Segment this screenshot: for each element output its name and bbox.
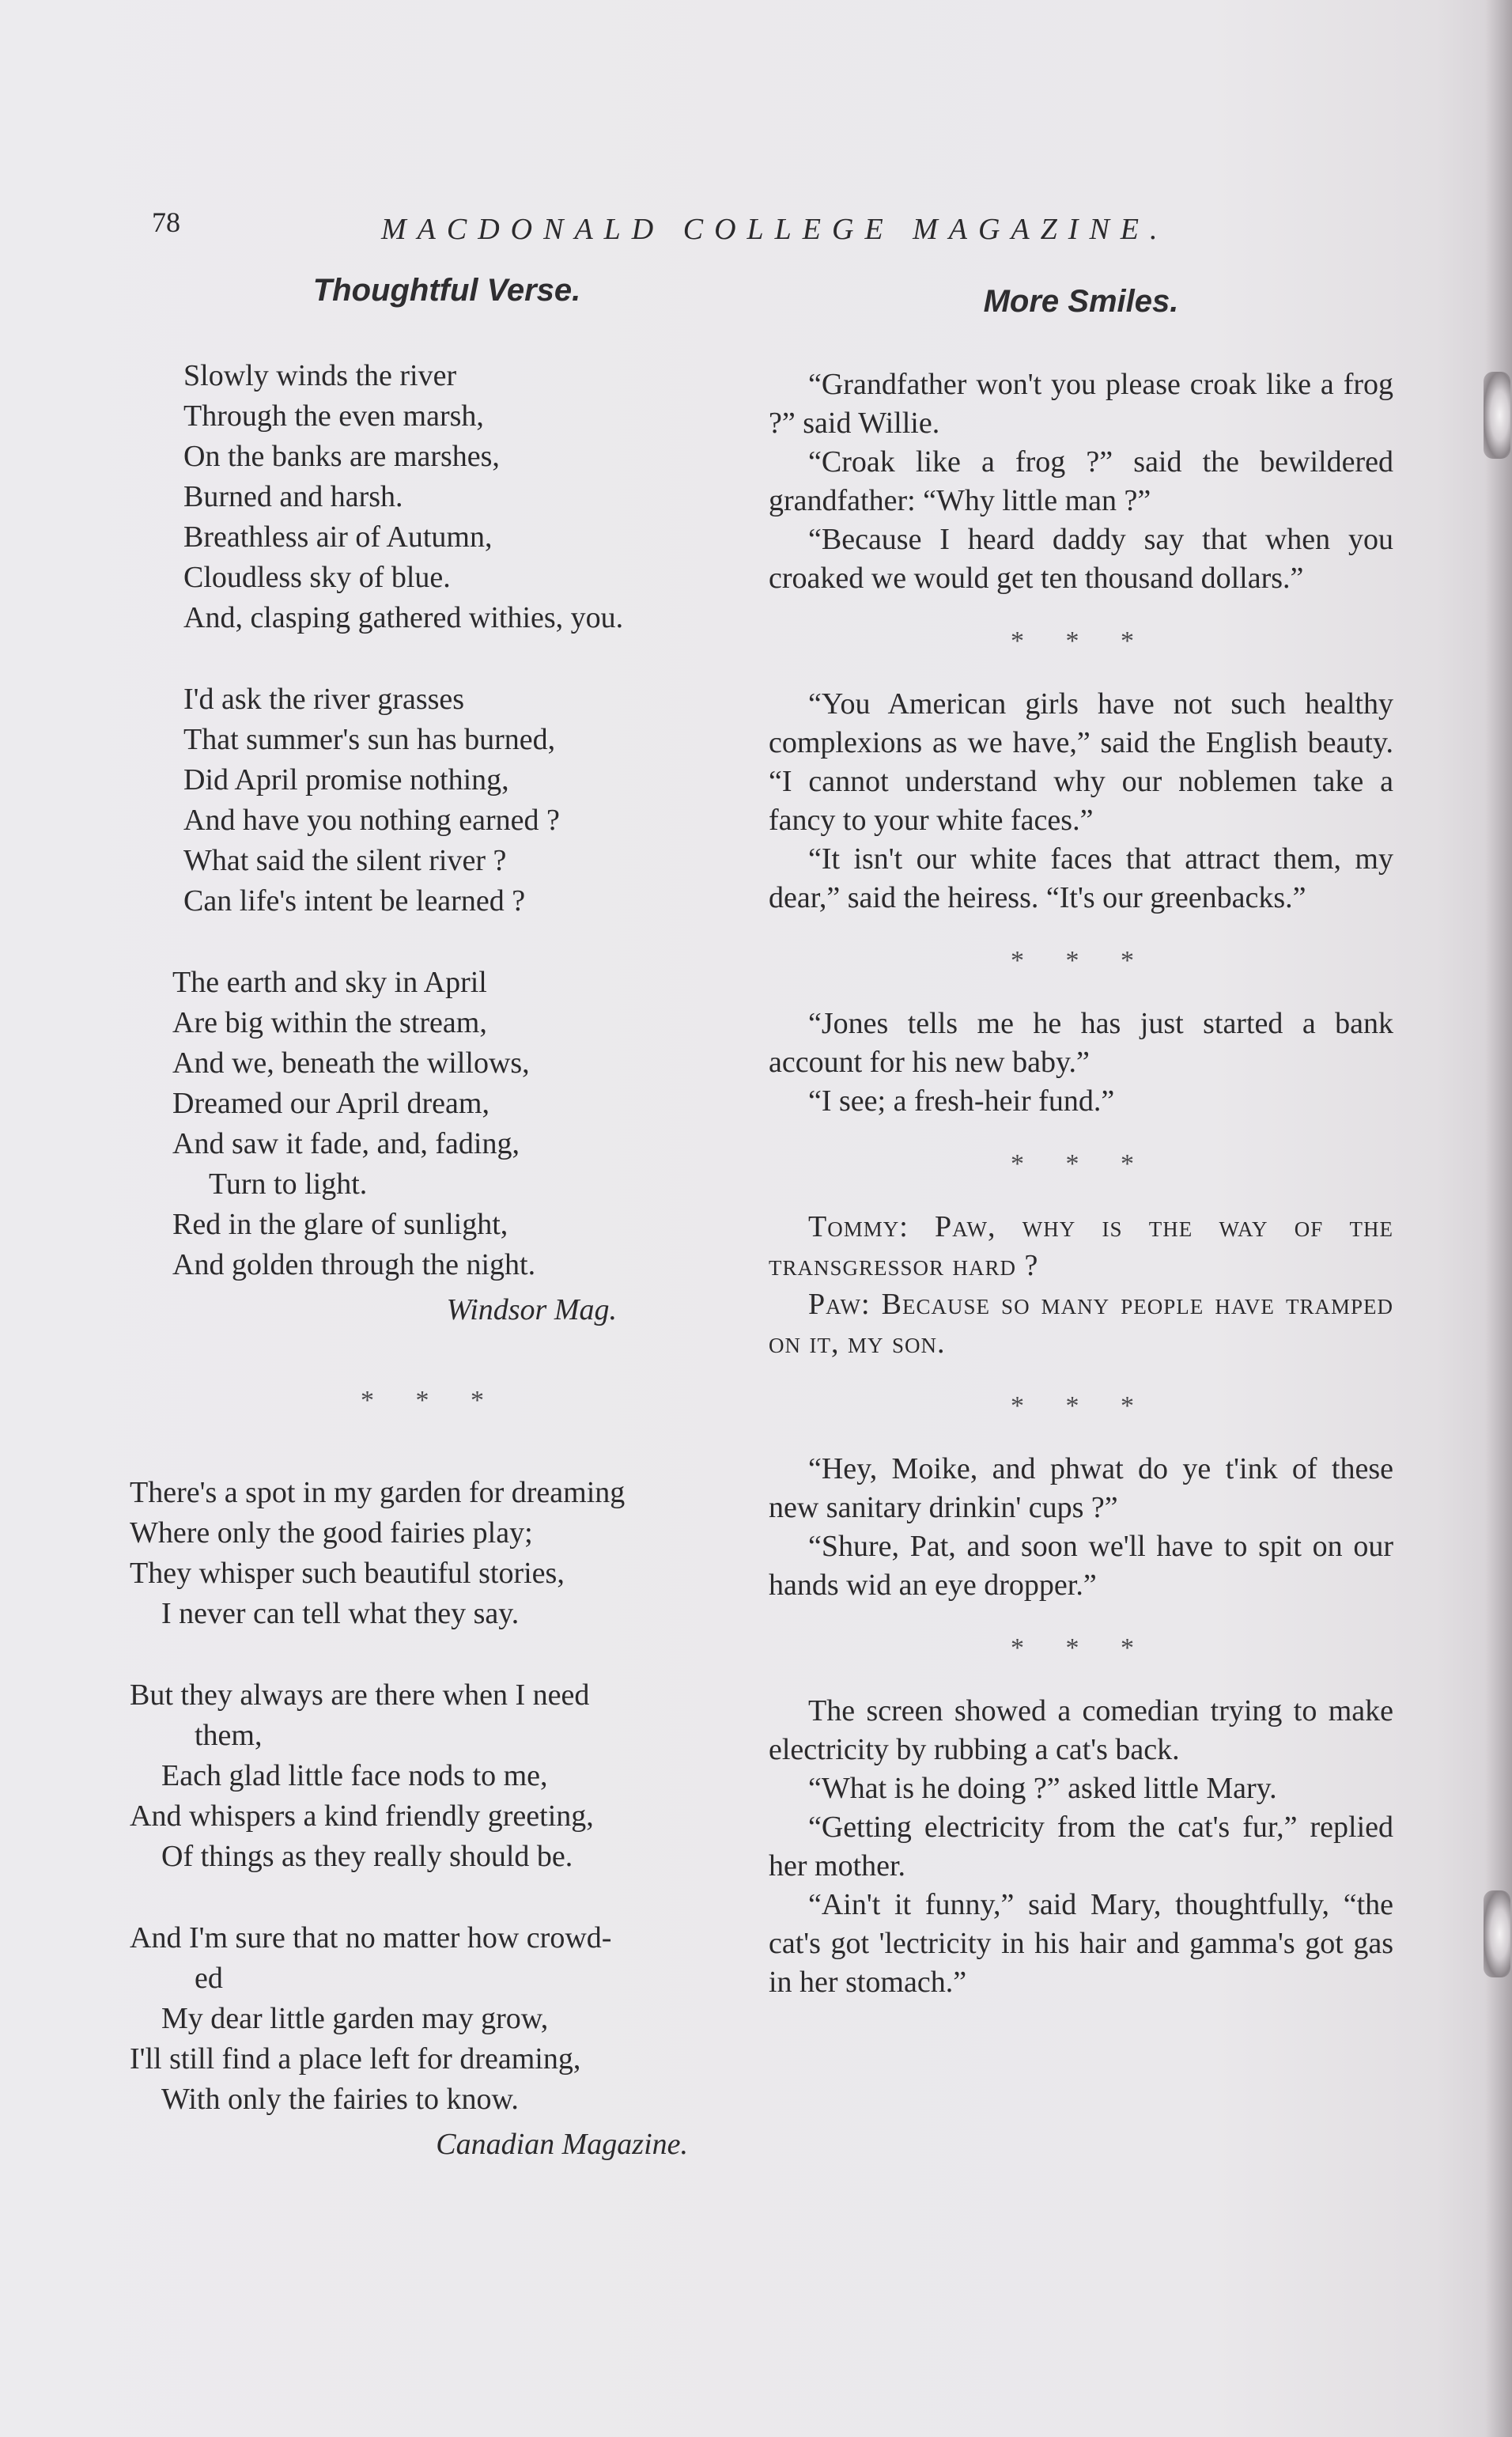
poem-line: And have you nothing earned ?: [183, 804, 560, 837]
poem-line: What said the silent river ?: [183, 844, 507, 877]
binding-tab-bottom: [1484, 1890, 1510, 1977]
paragraph: “Ain't it funny,” said Mary, thoughtfully, “the cat's got 'lectricity in his hair and gamma's got gas in her stomach.”: [769, 1888, 1393, 1999]
poem-line: I'd ask the river grasses: [183, 683, 465, 716]
paragraph: “You American girls have not such healthy complexions as we have,” said the English beauty. “I cannot understand why our noblemen take a fancy to your white faces.”: [769, 687, 1393, 837]
stanza: [130, 1473, 743, 1634]
section-separator: * * *: [1011, 626, 1151, 656]
paragraph: “Croak like a frog ?” said the bewildered grandfather: “Why little man ?”: [769, 445, 1393, 517]
stanza: [130, 1675, 743, 1877]
paragraph: “It isn't our white faces that attract them, my dear,” said the heiress. “It's our greenbacks.”: [769, 842, 1393, 914]
poem-line: Red in the glare of sunlight,: [172, 1208, 508, 1241]
joke-block: [769, 685, 1393, 918]
stanza: [130, 1918, 743, 2120]
poem-line: That summer's sun has burned,: [183, 723, 556, 756]
paragraph: The screen showed a comedian trying to make electricity by rubbing a cat's back.: [769, 1694, 1393, 1766]
paragraph: Tommy: Paw, why is the way of the transgressor hard ?: [769, 1210, 1393, 1282]
poem-line: Turn to light.: [209, 1167, 368, 1201]
poem-line: Where only the good fairies play;: [130, 1516, 533, 1550]
poem-line: ed: [195, 1962, 223, 1995]
section-separator: * * *: [1011, 946, 1151, 975]
right-heading: More Smiles.: [983, 284, 1179, 319]
paragraph: “I see; a fresh-heir fund.”: [808, 1084, 1115, 1118]
joke-block: [769, 1005, 1393, 1121]
poem-thoughtful-verse: [119, 356, 743, 1330]
binding-tab-top: [1484, 372, 1510, 459]
poem-line: With only the fairies to know.: [161, 2083, 519, 2116]
page-edge: [1485, 0, 1512, 2437]
paragraph: “Shure, Pat, and soon we'll have to spit on our hands wid an eye dropper.”: [769, 1530, 1393, 1602]
poem-line: And whispers a kind friendly greeting,: [130, 1799, 594, 1833]
joke-block: [769, 365, 1393, 598]
poem-line: On the banks are marshes,: [183, 440, 500, 473]
poem-line: Did April promise nothing,: [183, 763, 509, 797]
joke-block: [769, 1692, 1393, 2002]
running-title: MACDONALD COLLEGE MAGAZINE.: [381, 213, 1169, 246]
poem-line: And saw it fade, and, fading,: [172, 1127, 520, 1160]
poem-line: them,: [195, 1719, 263, 1752]
stanza: [172, 963, 743, 1285]
joke-block: [769, 1450, 1393, 1605]
stanza: [183, 679, 743, 921]
poem-line: And, clasping gathered withies, you.: [183, 601, 624, 634]
poem-line: Through the even marsh,: [183, 399, 484, 433]
attribution: Canadian Magazine.: [436, 2128, 688, 2161]
poem-line: They whisper such beautiful stories,: [130, 1557, 565, 1590]
poem-line: And I'm sure that no matter how crowd-: [130, 1921, 612, 1955]
poem-line: My dear little garden may grow,: [161, 2002, 549, 2035]
stanza: [183, 356, 743, 638]
paragraph: “What is he doing ?” asked little Mary.: [808, 1772, 1277, 1805]
poem-line: Can life's intent be learned ?: [183, 884, 526, 918]
left-column: [119, 273, 743, 2165]
poem-line: And golden through the night.: [172, 1248, 536, 1281]
poem-line: Of things as they really should be.: [161, 1840, 573, 1873]
poem-line: Each glad little face nods to me,: [161, 1759, 548, 1792]
right-column: [769, 273, 1393, 2002]
section-separator: * * *: [1011, 1149, 1151, 1179]
left-heading: Thoughtful Verse.: [312, 273, 581, 308]
poem-line: There's a spot in my garden for dreaming: [130, 1476, 626, 1509]
attribution: Windsor Mag.: [446, 1293, 617, 1326]
poem-line: Dreamed our April dream,: [172, 1087, 490, 1120]
poem-line: Are big within the stream,: [172, 1006, 487, 1039]
page-header: [152, 204, 1180, 252]
joke-block: [769, 1208, 1393, 1363]
paragraph: “Hey, Moike, and phwat do ye t'ink of these new sanitary drinkin' cups ?”: [769, 1452, 1393, 1524]
poem-line: Cloudless sky of blue.: [183, 561, 451, 594]
poem-line: Slowly winds the river: [183, 359, 457, 392]
paragraph: “Because I heard daddy say that when you croaked we would get ten thousand dollars.”: [769, 523, 1393, 595]
paragraph: “Grandfather won't you please croak like a frog ?” said Willie.: [769, 368, 1393, 440]
page-number: 78: [152, 206, 180, 238]
section-separator: * * *: [1011, 1633, 1151, 1663]
poem-garden: [119, 1473, 743, 2165]
poem-line: Breathless air of Autumn,: [183, 520, 493, 554]
poem-line: Burned and harsh.: [183, 480, 403, 513]
poem-line: And we, beneath the willows,: [172, 1046, 530, 1080]
paragraph: “Getting electricity from the cat's fur,” replied her mother.: [769, 1811, 1393, 1883]
poem-line: I'll still find a place left for dreaming,: [130, 2042, 581, 2076]
paragraph: Paw: Because so many people have tramped on it, my son.: [769, 1288, 1393, 1360]
poem-line: But they always are there when I need: [130, 1678, 590, 1712]
section-separator: * * *: [1011, 1391, 1151, 1421]
section-separator: * * *: [361, 1386, 501, 1415]
paragraph: “Jones tells me he has just started a bank account for his new baby.”: [769, 1007, 1393, 1079]
poem-line: The earth and sky in April: [172, 966, 487, 999]
poem-line: I never can tell what they say.: [161, 1597, 520, 1630]
